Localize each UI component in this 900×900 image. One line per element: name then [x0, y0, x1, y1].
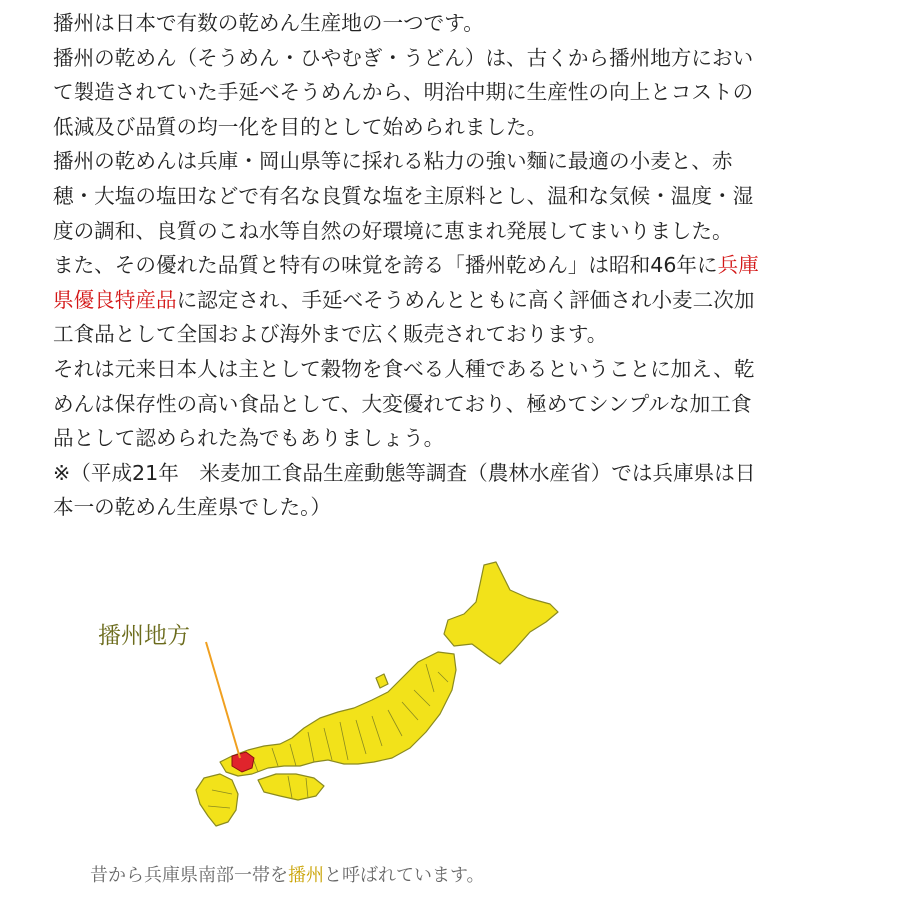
highlight-link-part1[interactable]: 兵庫 — [717, 253, 759, 278]
pointer-line — [206, 642, 240, 758]
article-line: 工食品として全国および海外まで広く販売されております。 — [53, 322, 608, 347]
article-line: それは元来日本人は主として穀物を食べる人種であるということに加え、乾 — [53, 356, 755, 381]
shikoku-shape — [258, 774, 324, 800]
article-line — [53, 248, 843, 283]
article-line — [53, 283, 843, 318]
honshu-shape — [220, 652, 456, 776]
article-line: 度の調和、良質のこね水等自然の好環境に恵まれ発展してまいりました。 — [53, 218, 733, 243]
hokkaido-shape — [444, 562, 558, 664]
article-line: て製造されていた手延べそうめんから、明治中期に生産性の向上とコストの — [53, 80, 754, 105]
article-line: 播州の乾めん（そうめん・ひやむぎ・うどん）は、古くから播州地方におい — [53, 45, 754, 70]
article-line: 品として認められた為でもありましょう。 — [53, 426, 445, 451]
article-line-text: また、その優れた品質と特有の味覚を誇る「播州乾めん」は昭和46年に — [53, 253, 718, 278]
article-line: 播州は日本で有数の乾めん生産地の一つです。 — [53, 11, 484, 35]
sado-shape — [376, 674, 388, 688]
kyushu-shape — [196, 774, 238, 826]
map-label: 播州地方 — [98, 623, 190, 649]
japan-map — [92, 560, 562, 830]
article-body — [53, 6, 843, 525]
caption-text-after: と呼ばれています。 — [324, 865, 485, 886]
article-line: 本一の乾めん生産県でした。） — [53, 495, 332, 520]
map-caption — [90, 861, 485, 887]
article-line: 低減及び品質の均一化を目的として始められました。 — [53, 114, 548, 139]
article-line: ※（平成21年 米麦加工食品生産動態等調査（農林水産省）では兵庫県は日 — [53, 460, 756, 485]
caption-highlight: 播州 — [288, 865, 324, 886]
caption-text-before: 昔から兵庫県南部一帯を — [90, 865, 288, 886]
article-line: 播州の乾めんは兵庫・岡山県等に採れる粘力の強い麵に最適の小麦と、赤 — [53, 149, 733, 174]
article-line: めんは保存性の高い食品として、大変優れており、極めてシンプルな加工食 — [53, 391, 752, 416]
article-line-text: に認定され、手延べそうめんとともに高く評価され小麦二次加 — [176, 287, 755, 312]
article-line: 穂・大塩の塩田などで有名な良質な塩を主原料とし、温和な気候・温度・湿 — [53, 183, 754, 208]
highlight-link-part2[interactable]: 県優良特産品 — [53, 287, 177, 312]
